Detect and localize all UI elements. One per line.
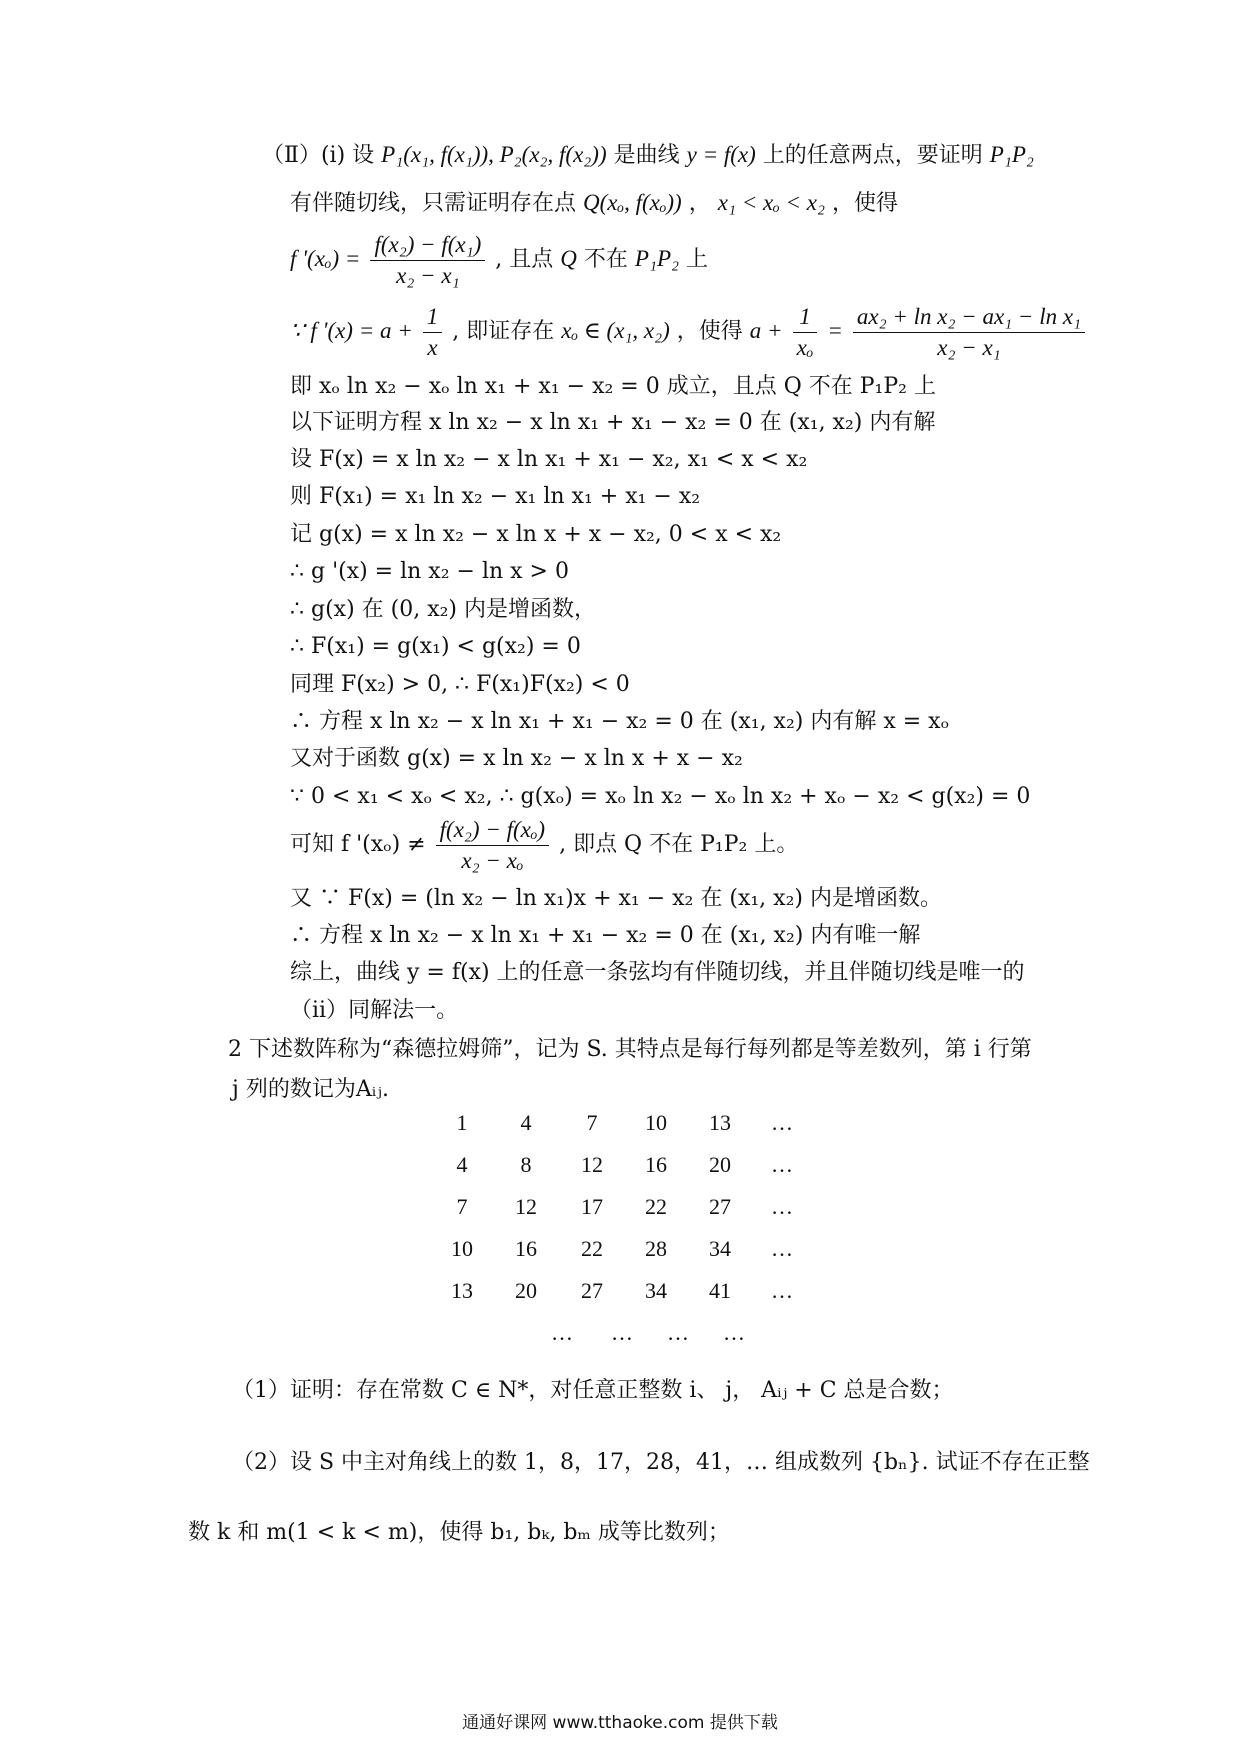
solution-line-14: ∴ 方程 x ln x₂ − x ln x₁ + x₁ − x₂ = 0 在 (x₁, x₂) 内有解 x = xₒ [290,709,950,734]
page-footer: 通通好课网 www.tthaoke.com 提供下载 [462,1713,778,1733]
numerator: 1 [423,302,443,333]
table-cell: 17 [581,1194,603,1219]
solution-line-20: 综上，曲线 y = f(x) 上的任意一条弦均有伴随切线，并且伴随切线是唯一的 [290,960,1025,985]
table-cell: … [723,1320,745,1345]
math: = [827,318,843,343]
solution-line-1 [262,140,1034,171]
denominator: x₂ − x₁ [937,334,1001,360]
text: , 即证存在 [452,319,562,344]
table-cell: 7 [456,1194,468,1219]
text: ，使得 [676,319,750,344]
math: y = f(x) [686,142,756,167]
solution-line-12: ∴ F(x₁) = g(x₁) < g(x₂) = 0 [290,634,581,659]
solution-line-2 [290,188,898,219]
table-cell: 12 [515,1194,537,1219]
fraction [370,230,485,291]
fraction [793,302,818,363]
table-cell: … [771,1194,793,1219]
problem2-question-2-line-2: 数 k 和 m(1 < k < m)，使得 b₁, bₖ, bₘ 成等比数列； [188,1520,730,1545]
math: a + [749,318,783,343]
table-cell: 13 [709,1110,731,1135]
text: （Ⅱ）(i) 设 [262,143,375,168]
table-cell: … [771,1152,793,1177]
text: 可知 f '(xₒ) ≠ [290,832,426,857]
table-cell: 22 [645,1194,667,1219]
table-cell: 16 [645,1152,667,1177]
text: 是曲线 [613,143,687,168]
text: , 且点 [495,247,554,272]
text: 上 [686,247,709,272]
solution-line-4 [290,298,1088,365]
solution-line-7: 设 F(x) = x ln x₂ − x ln x₁ + x₁ − x₂, x₁ < x < x₂ [290,447,808,472]
math: ∵ f '(x) = a + [290,318,413,343]
solution-line-21: （ii）同解法一。 [290,998,459,1023]
table-cell: 34 [709,1236,731,1261]
solution-line-5: 即 xₒ ln x₂ − xₒ ln x₁ + x₁ − x₂ = 0 成立，且点 Q 不在 P₁P₂ 上 [290,374,936,399]
solution-line-8: 则 F(x₁) = x₁ ln x₂ − x₁ ln x₁ + x₁ − x₂ [290,484,701,509]
denominator: x₂ − xₒ [461,847,524,873]
problem2-question-2-line-1: （2）设 S 中主对角线上的数 1，8，17，28，41，… 组成数列 {bₙ}. 试证不存在正整 [232,1450,1090,1475]
table-cell: 12 [581,1152,603,1177]
table-cell: 16 [515,1236,537,1261]
table-cell: 28 [645,1236,667,1261]
table-cell: 10 [451,1236,473,1261]
math: Q [560,246,577,271]
math: P₁P₂ [634,246,680,271]
table-cell: 10 [645,1110,667,1135]
table-cell: … [771,1278,793,1303]
math: f '(xₒ) = [290,246,361,271]
math: P₁(x₁, f(x₁)), P₂(x₂, f(x₂)) [381,142,607,167]
table-cell: … [771,1110,793,1135]
math: Q(xₒ, f(xₒ)) [583,190,682,215]
solution-line-13: 同理 F(x₂) > 0, ∴ F(x₁)F(x₂) < 0 [290,672,630,697]
math: P₁P₂ [989,142,1034,167]
text: , 即点 Q 不在 P₁P₂ 上。 [559,832,799,857]
problem2-intro-line-1: 2 下述数阵称为“森德拉姆筛”，记为 S. 其特点是每行每列都是等差数列，第 i 行第 [228,1037,1032,1062]
table-cell: 27 [709,1194,731,1219]
denominator: x [427,334,438,360]
fraction [853,302,1085,363]
numerator: f(x₂) − f(xₒ) [436,815,549,846]
text: ， [688,191,711,216]
solution-line-19: ∴ 方程 x ln x₂ − x ln x₁ + x₁ − x₂ = 0 在 (x₁, x₂) 内有唯一解 [290,923,921,948]
table-cell: … [771,1236,793,1261]
table-cell: 1 [456,1110,468,1135]
table-cell: 20 [709,1152,731,1177]
problem2-intro-line-2: j 列的数记为Aᵢⱼ. [232,1077,389,1102]
table-cell: 22 [581,1236,603,1261]
numerator: f(x₂) − f(x₁) [370,230,485,261]
solution-line-16: ∵ 0 < x₁ < xₒ < x₂, ∴ g(xₒ) = xₒ ln x₂ − xₒ ln x₂ + xₒ − x₂ < g(x₂) = 0 [290,784,1031,809]
table-cell: 41 [709,1278,731,1303]
solution-line-3 [290,226,708,293]
math: x₁ < xₒ < x₂ [717,190,825,215]
table-cell: … [611,1320,633,1345]
solution-line-18: 又 ∵ F(x) = (ln x₂ − ln x₁)x + x₁ − x₂ 在 (x₁, x₂) 内是增函数。 [290,886,942,911]
table-cell: 20 [515,1278,537,1303]
solution-line-9: 记 g(x) = x ln x₂ − x ln x + x − x₂, 0 < x < x₂ [290,522,782,547]
table-cell: 7 [586,1110,598,1135]
fraction [436,815,549,876]
table-cell: 13 [451,1278,473,1303]
text: ，使得 [831,191,898,216]
table-cell: 27 [581,1278,603,1303]
numerator: 1 [793,302,818,333]
table-cell: 4 [520,1110,532,1135]
table-cell: … [667,1320,689,1345]
denominator: x₂ − x₁ [396,262,460,288]
table-cell: … [551,1320,573,1345]
solution-line-11: ∴ g(x) 在 (0, x₂) 内是增函数， [290,597,597,622]
problem2-question-1: （1）证明：存在常数 C ∈ N*，对任意正整数 i、 j， Aᵢⱼ + C 总是合数； [232,1378,954,1403]
solution-line-17 [290,812,798,878]
text: 上的任意两点，要证明 [762,143,990,168]
text: 有伴随切线，只需证明存在点 [290,191,577,216]
solution-line-10: ∴ g '(x) = ln x₂ − ln x > 0 [290,559,569,584]
solution-line-15: 又对于函数 g(x) = x ln x₂ − x ln x + x − x₂ [290,746,743,771]
fraction [423,302,443,363]
table-cell: 4 [456,1152,468,1177]
text: 不在 [583,247,635,272]
denominator: xₒ [796,334,814,360]
table-cell: 8 [520,1152,532,1177]
math: xₒ ∈ (x₁, x₂) [561,318,670,343]
numerator: ax₂ + ln x₂ − ax₁ − ln x₁ [853,302,1085,333]
table-cell: 34 [645,1278,667,1303]
solution-line-6: 以下证明方程 x ln x₂ − x ln x₁ + x₁ − x₂ = 0 在 (x₁, x₂) 内有解 [290,410,936,435]
